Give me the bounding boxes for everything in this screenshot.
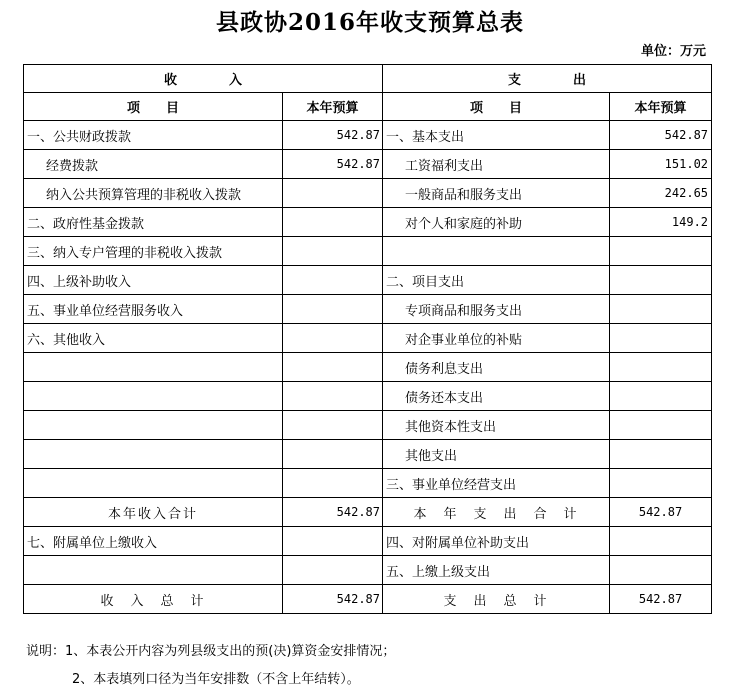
expense-budget bbox=[610, 469, 712, 498]
expense-item: 其他资本性支出 bbox=[383, 411, 610, 440]
expense-item: 四、对附属单位补助支出 bbox=[383, 527, 610, 556]
expense-item: 五、上缴上级支出 bbox=[383, 556, 610, 585]
expense-budget bbox=[610, 353, 712, 382]
table-row bbox=[24, 469, 712, 498]
income-item: 四、上级补助收入 bbox=[24, 266, 283, 295]
income-budget bbox=[283, 411, 383, 440]
header-row-sections bbox=[24, 65, 712, 93]
expense-item: 其他支出 bbox=[383, 440, 610, 469]
expense-budget bbox=[610, 440, 712, 469]
income-budget: 542.87 bbox=[283, 121, 383, 150]
income-budget bbox=[283, 440, 383, 469]
expense-budget: 542.87 bbox=[610, 121, 712, 150]
income-item bbox=[24, 382, 283, 411]
income-budget-header: 本年预算 bbox=[283, 93, 383, 121]
income-item bbox=[24, 469, 283, 498]
expense-total-value: 542.87 bbox=[610, 585, 712, 614]
income-budget bbox=[283, 382, 383, 411]
expense-subtotal-label: 本 年 支 出 合 计 bbox=[383, 498, 610, 527]
income-item-header: 项 目 bbox=[24, 93, 283, 121]
expense-budget: 151.02 bbox=[610, 150, 712, 179]
expense-budget-header: 本年预算 bbox=[610, 93, 712, 121]
income-budget bbox=[283, 266, 383, 295]
table-row bbox=[24, 150, 712, 179]
note-1: 说明：1、本表公开内容为列县级支出的预(决)算资金安排情况； bbox=[26, 644, 396, 659]
expense-budget: 149.2 bbox=[610, 208, 712, 237]
table-row bbox=[24, 411, 712, 440]
income-budget bbox=[283, 295, 383, 324]
income-subtotal-value: 542.87 bbox=[283, 498, 383, 527]
expense-item bbox=[383, 237, 610, 266]
expense-budget bbox=[610, 527, 712, 556]
income-budget bbox=[283, 208, 383, 237]
note-2: 2、本表填列口径为当年安排数（不含上年结转）。 bbox=[72, 672, 360, 687]
notes bbox=[26, 638, 395, 694]
subtotal-row bbox=[24, 498, 712, 527]
expense-item: 工资福利支出 bbox=[383, 150, 610, 179]
table-row bbox=[24, 527, 712, 556]
income-item: 七、附属单位上缴收入 bbox=[24, 527, 283, 556]
expense-budget bbox=[610, 237, 712, 266]
table-row bbox=[24, 266, 712, 295]
expense-item: 专项商品和服务支出 bbox=[383, 295, 610, 324]
page-title: 县政协2016年收支预算总表 bbox=[215, 9, 524, 36]
table-row bbox=[24, 121, 712, 150]
income-subtotal-label: 本年收入合计 bbox=[24, 498, 283, 527]
income-item: 三、纳入专户管理的非税收入拨款 bbox=[24, 237, 283, 266]
total-row bbox=[24, 585, 712, 614]
income-budget bbox=[283, 556, 383, 585]
table-row bbox=[24, 237, 712, 266]
expense-budget bbox=[610, 324, 712, 353]
table-row bbox=[24, 324, 712, 353]
table-row bbox=[24, 382, 712, 411]
expense-budget bbox=[610, 556, 712, 585]
table-row bbox=[24, 353, 712, 382]
expense-item-header: 项 目 bbox=[383, 93, 610, 121]
income-item: 一、公共财政拨款 bbox=[24, 121, 283, 150]
expense-budget bbox=[610, 411, 712, 440]
header-row-columns bbox=[24, 93, 712, 121]
expense-budget bbox=[610, 382, 712, 411]
income-budget bbox=[283, 353, 383, 382]
expense-budget bbox=[610, 295, 712, 324]
income-budget: 542.87 bbox=[283, 150, 383, 179]
income-item: 二、政府性基金拨款 bbox=[24, 208, 283, 237]
expense-budget bbox=[610, 266, 712, 295]
income-total-label: 收 入 总 计 bbox=[24, 585, 283, 614]
expense-budget: 242.65 bbox=[610, 179, 712, 208]
income-item: 纳入公共预算管理的非税收入拨款 bbox=[24, 179, 283, 208]
unit-label: 单位：万元 bbox=[640, 44, 706, 59]
expense-item: 债务还本支出 bbox=[383, 382, 610, 411]
expense-total-label: 支 出 总 计 bbox=[383, 585, 610, 614]
expense-item: 对企事业单位的补贴 bbox=[383, 324, 610, 353]
expense-item: 一般商品和服务支出 bbox=[383, 179, 610, 208]
income-item bbox=[24, 353, 283, 382]
income-item bbox=[24, 411, 283, 440]
expense-item: 对个人和家庭的补助 bbox=[383, 208, 610, 237]
income-budget bbox=[283, 469, 383, 498]
expense-item: 二、项目支出 bbox=[383, 266, 610, 295]
table-row bbox=[24, 179, 712, 208]
income-item bbox=[24, 556, 283, 585]
expense-header: 支 出 bbox=[383, 65, 712, 93]
income-budget bbox=[283, 237, 383, 266]
income-budget bbox=[283, 179, 383, 208]
income-budget bbox=[283, 324, 383, 353]
income-header: 收 入 bbox=[24, 65, 383, 93]
expense-item: 三、事业单位经营支出 bbox=[383, 469, 610, 498]
table-row bbox=[24, 295, 712, 324]
income-item: 六、其他收入 bbox=[24, 324, 283, 353]
income-total-value: 542.87 bbox=[283, 585, 383, 614]
expense-item: 债务利息支出 bbox=[383, 353, 610, 382]
budget-table bbox=[23, 64, 712, 614]
table-row bbox=[24, 208, 712, 237]
expense-subtotal-value: 542.87 bbox=[610, 498, 712, 527]
expense-item: 一、基本支出 bbox=[383, 121, 610, 150]
income-item: 五、事业单位经营服务收入 bbox=[24, 295, 283, 324]
table-row bbox=[24, 440, 712, 469]
income-item bbox=[24, 440, 283, 469]
table-row bbox=[24, 556, 712, 585]
income-budget bbox=[283, 527, 383, 556]
income-item: 经费拨款 bbox=[24, 150, 283, 179]
